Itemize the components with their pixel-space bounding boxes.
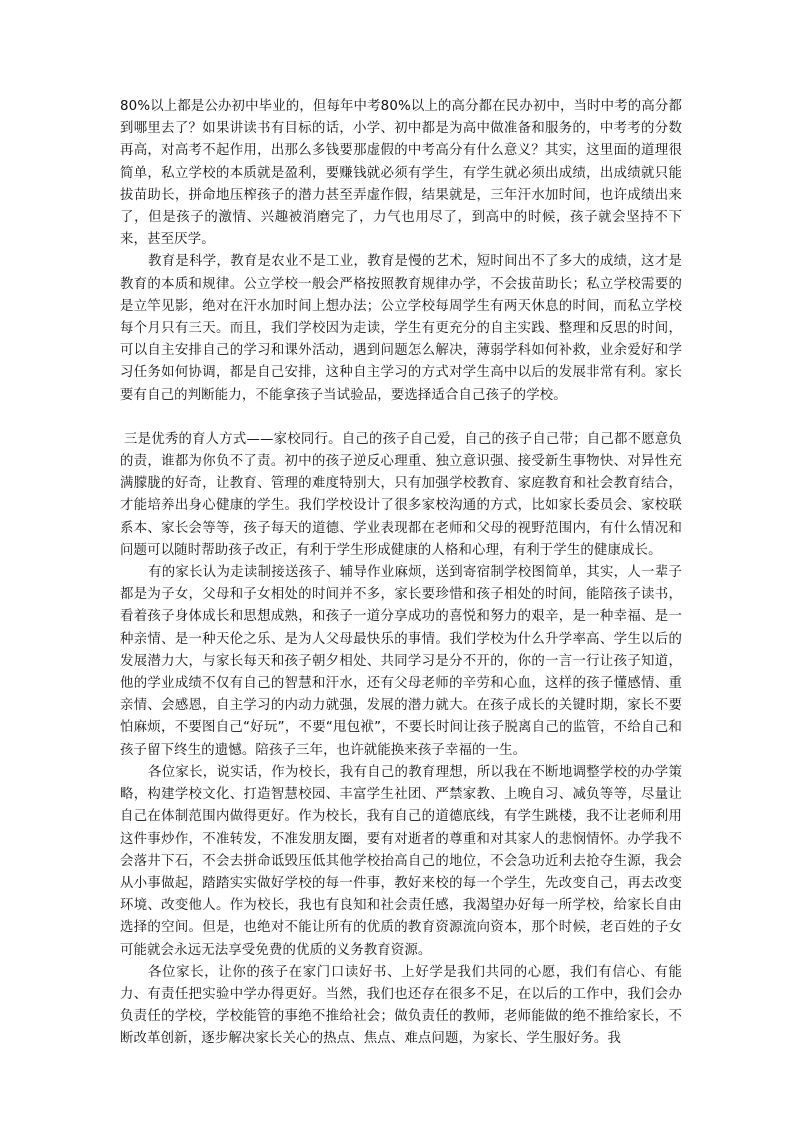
- paragraph-principal-ideals: 各位家长，说实话，作为校长，我有自己的教育理想，所以我在不断地调整学校的办学策略，构建学校文化、打造智慧校园、丰富学生社团、严禁家教、上晚自习、减负等等，尽量让自己在体制范围内做得更好。作为校长，我有自己的道德底线，有学生跳楼，我不让老师利用这件事炒作，不准转发，不准发朋友圈，要有对逝者的尊重和对其家人的悲悯情怀。办学我不会落井下石，不会去拼命诋毁压低其他学校抬高自己的地位，不会急功近利去抢夺生源，我会从小事做起，踏踏实实做好学校的每一件事，教好来校的每一个学生，先改变自己，再去改变环境、改变他人。作为校长，我也有良知和社会责任感，我渴望办好每一所学校，给家长自由选择的空间。但是，也绝对不能让所有的优质的教育资源流向资本，那个时候，老百姓的子女可能就会永远无法享受免费的优质的义务教育资源。: [120, 764, 682, 958]
- paragraph-home-school-cooperation: 三是优秀的育人方式——家校同行。自己的孩子自己爱，自己的孩子自己带；自己都不愿意负的责，谁都为你负不了责。初中的孩子逆反心理重、独立意识强、接受新生事物快、对异性充满朦胧的好奇，让教育、管理的难度特别大，只有加强学校教育、家庭教育和社会教育结合，才能培养出身心健康的学生。我们学校设计了很多家校沟通的方式，比如家长委员会、家校联系本、家长会等等，孩子每天的道德、学业表现都在老师和父母的视野范围内，有什么情况和问题可以随时帮助孩子改正，有利于学生形成健康的人格和心理，有利于学生的健康成长。: [120, 431, 682, 558]
- paragraph-shared-wish: 各位家长，让你的孩子在家门口读好书、上好学是我们共同的心愿，我们有信心、有能力、有责任把实验中学办得更好。当然，我们也还存在很多不足，在以后的工作中，我们会办负责任的学校，学校能管的事绝不推给社会；做负责任的教师，老师能做的绝不推给家长，不断改革创新，逐步解决家长关心的热点、焦点、难点问题，为家长、学生服好务。我: [120, 964, 682, 1047]
- paragraph-private-school-scores: 80%以上都是公办初中毕业的，但每年中考80%以上的高分都在民办初中，当时中考的高分都到哪里去了？如果讲读书有目标的话，小学、初中都是为高中做准备和服务的，中考考的分数再高，对高考不起作用，出那么多钱要那虚假的中考高分有什么意义？其实，这里面的道理很简单，私立学校的本质就是盈利，要赚钱就必须有学生，有学生就必须出成绩，出成绩就只能拔苗助长，拼命地压榨孩子的潜力甚至弄虚作假，结果就是，三年汗水加时间，也许成绩出来了，但是孩子的激情、兴趣被消磨完了，力气也用尽了，到高中的时候，孩子就会坚持不下来，甚至厌学。: [120, 99, 682, 248]
- document-body: [120, 96, 682, 1051]
- paragraph-education-is-science: 教育是科学，教育是农业不是工业，教育是慢的艺术，短时间出不了多大的成绩，这才是教育的本质和规律。公立学校一般会严格按照教育规律办学，不会拔苗助长；私立学校需要的是立竿见影，绝对在汗水加时间上想办法；公立学校每周学生有两天休息的时间，而私立学校每个月只有三天。而且，我们学校因为走读，学生有更充分的自主实践、整理和反思的时间，可以自主安排自己的学习和课外活动，遇到问题怎么解决，薄弱学科如何补救，业余爱好和学习任务如何协调，都是自己安排，这种自主学习的方式对学生高中以后的发展非常有利。家长要有自己的判断能力，不能拿孩子当试验品，要选择适合自己孩子的学校。: [120, 254, 682, 403]
- paragraph-day-school-parenting: 有的家长认为走读制接送孩子、辅导作业麻烦，送到寄宿制学校图简单，其实，人一辈子都是为子女，父母和子女相处的时间并不多，家长要珍惜和孩子相处的时间，能陪孩子读书，看着孩子身体成长和思想成熟，和孩子一道分享成功的喜悦和努力的艰辛，是一种幸福、是一种亲情、是一种天伦之乐、是为人父母最快乐的事情。我们学校为什么升学率高、学生以后的发展潜力大，与家长每天和孩子朝夕相处、共同学习是分不开的，你的一言一行让孩子知道，他的学业成绩不仅有自己的智慧和汗水，还有父母老师的辛劳和心血，这样的孩子懂感情、重亲情、会感恩，自主学习的内动力就强，发展的潜力就大。在孩子成长的关键时期，家长不要怕麻烦，不要图自己“好玩”，不要“甩包袱”，不要长时间让孩子脱离自己的监管，不给自己和孩子留下终生的遗憾。陪孩子三年，也许就能换来孩子幸福的一生。: [120, 565, 682, 758]
